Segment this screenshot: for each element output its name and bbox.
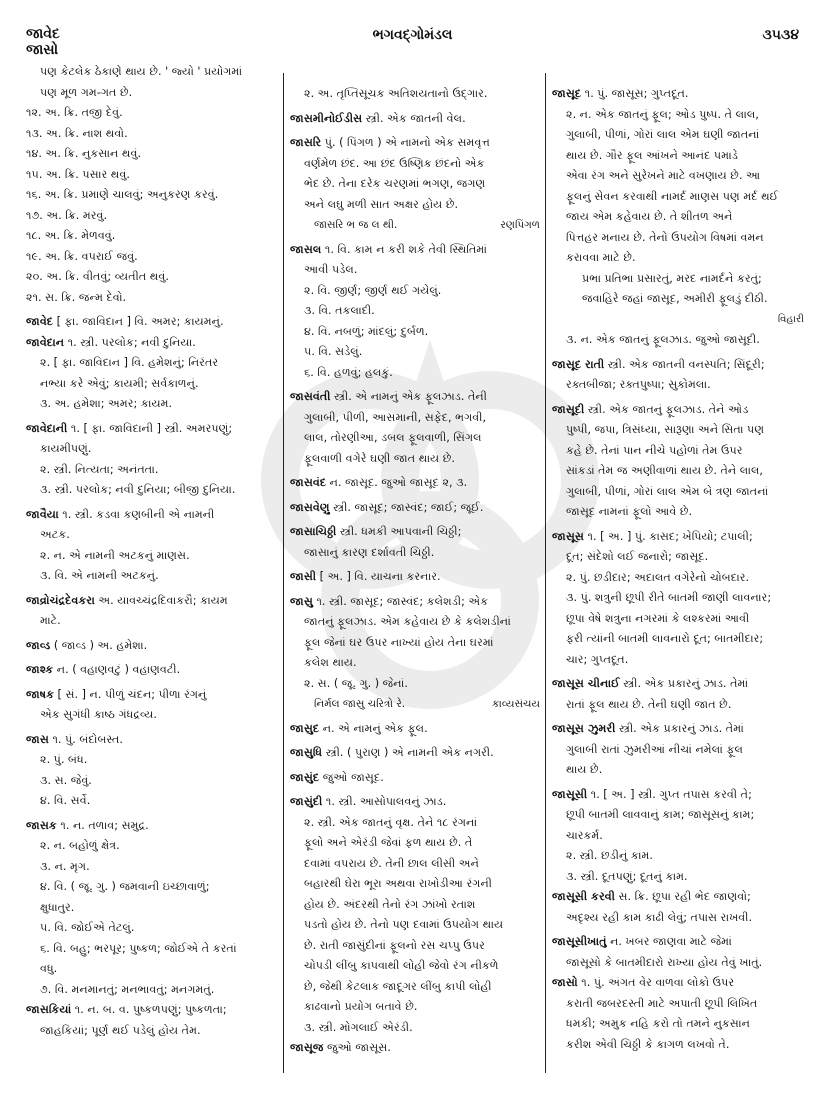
definition-line: રક્તબીજા; રક્તપુષ્પા; સુકોમલા. [566,378,711,391]
guide-word-first: જાવેદ [26,26,60,42]
definition-line: ૨. સ્ત્રી. નિત્યતા; અનંતતા. [40,462,159,476]
definition-line: દૂત; સંદેશો લઈ જનારો; જાસૂદ. [566,550,709,563]
quotation-text: જાસરિ ભ જ લ થી. [314,219,398,231]
definition-line: ૩. વિ. તકલાદી. [304,304,375,317]
headword: જાવેદાની [26,421,68,435]
definition-text: જુઓ જાસૂસ. [323,1041,391,1054]
definition-line: ગુલાબી, પીળી, આસમાની, સફેદ, ભગવી, [304,410,486,424]
definition-line: ભેદ છે. તેના દરેક ચરણમાં ભગણ, જગણ [304,177,486,190]
citation-source: વિહારી [777,313,804,325]
definition-line: થાય છે. [566,763,603,776]
dictionary-entry-line [290,240,540,261]
definition-line: લાલ, તોરણીઆ, ડબલ ફૂલવાળી, સિંગલ [304,431,482,444]
dictionary-entry-line [26,730,276,751]
dictionary-entry-line [552,785,804,806]
definition-line: ૨. ન. બહોળું ક્ષેત્ર. [40,839,120,852]
definition-line: પિત્તહર મનાય છે. તેનો ઉપયોગ વિષમાં વમન [566,230,764,244]
dictionary-entry-line [26,1000,276,1021]
definition-line: ફૂલનું સેવન કરવાથી નામર્દ માણસ પણ મર્દ થઈ [566,189,779,203]
definition-text: સ્ત્રી. ( પુરાણ ) એ નામની એક નગરી. [322,746,494,759]
guide-word-last: જાસો [26,42,59,58]
headword: જાસુદ [290,721,320,735]
page-header [0,0,825,58]
quotation-line [290,215,540,236]
definition-line: અને લઘુ મળી સાત અક્ષર હોય છે. [304,197,459,211]
definition-line: ૨. વિ. જીર્ણ; જીર્ણ થઈ ગયેલું. [304,283,442,297]
definition-line: ફરી ત્યાંની બાતમી લાવનારો દૂત; બાતમીદાર; [566,632,764,645]
definition-text: [ અ. ] વિ. યાચના કરનાર. [316,570,441,583]
headword: જાસૂસીખાતું [552,935,607,948]
definition-line: પણ મૂળ ગમ-ગત છે. [40,85,133,99]
definition-line: ૪. વિ. નબળું; માંદલું; દુર્બળ. [304,324,429,338]
dictionary-entry-line [26,505,276,526]
definition-line: માટે. [40,614,61,627]
headword: જાસૂજ [290,1041,324,1054]
headword: જાસાચિઠ્ઠી [290,525,337,538]
dictionary-entry-line [552,400,804,421]
headword: જાસલ [290,242,322,256]
dictionary-entry-line [552,84,804,105]
column-middle [290,84,540,1059]
definition-line: ફૂલ જેનાં ઘર ઉપર નાખ્યાં હોય તેના ઘરમાં [304,635,494,649]
definition-line: ૩. પું. શત્રુની છૂપી રીતે બાતમી જાણી લાવનાર; [566,591,772,604]
definition-text: સ્ત્રી. એક જાતનું ફૂલઝાડ. તેને ઓડ [584,402,749,416]
definition-line: એક સુગંધી કાષ્ઠ ગંધદ્રવ્ય. [40,708,157,721]
definition-text: ( જાવ્ડ ) અ. હમેશા. [50,638,148,652]
definition-text: ન. એ નામનું એક ફૂલ. [319,721,428,735]
headword: જાશ્ક [26,663,54,676]
definition-text: ૧. પું. બંદોબસ્ત. [48,732,123,746]
definition-text: ન. ( વહાણવટું ) વહાણવટી. [53,663,181,676]
definition-line: ૨. પું. છડીદાર; અદાલત વગેરેનો ચોબદાર. [566,570,750,584]
definition-text: ન. ખબર જાણવા માટે જેમાં [606,935,732,948]
definition-text: સ્ત્રી. એક પ્રકારનું ઝાડ. તેમાં [615,722,744,735]
definition-line: ગુલાબી, પીળાં, ગોરાં લાલ એમ બે ત્રણ જાતનાં [566,484,769,498]
dictionary-entry-line [290,522,540,543]
definition-line: ૩. વિ. એ નામની અટકનું. [40,569,159,582]
definition-text: ૧. પું. અંગત વેર વાળવા લોકો ઉપર [577,976,735,989]
definition-line: ધમકી; અમુક નહિ કરો તો તમને નુકસાન [566,1017,750,1030]
headword: જાવેદાન [26,335,65,349]
definition-line: રાતાં ફૂલ થાય છે. તેની ઘણી જાત છે. [566,697,732,711]
dictionary-entry-line [26,591,276,612]
definition-text: [ સં. ] ન. પીળું ચંદન; પીળા રંગનું [53,687,207,701]
dictionary-title: ભગવદ્ગોમંડલ [372,27,453,43]
definition-line: ચાર; ગુપ્તદૂત. [566,652,629,666]
quotation-text: નિર્મલ જાસુ ચરિત્રો રે. [314,698,406,710]
definition-text: અ. યાવચ્ચંદ્રદિવાકરૌ; કાયમ [94,593,228,607]
dictionary-entry-line [290,743,540,764]
definition-line: કરાવવા માટે છે. [566,251,636,264]
definition-line: જાહકિયાં; પૂર્ણ થઈ પડેલું હોય તેમ. [40,1023,201,1037]
dictionary-entry-line [552,674,804,695]
definition-line: ચોપડી લીંબુ કાપવાથી લોહી જેવો રંગ નીકળે [304,959,499,972]
definition-line: ૨૦. અ. ક્રિ. વીતવું; વ્યતીત થવું. [26,270,169,283]
column-divider-left [283,73,284,1073]
definition-line: જાય એમ કહેવાય છે. તે શીતળ અને [566,210,733,223]
definition-line: ૧૯. અ. ક્રિ. વપરાઈ જવું. [26,249,138,263]
definition-line: ૬. વિ. બહુ; ભરપૂર; પુષ્કળ; જોઈએ તે કરતાં [40,941,237,955]
page-number: ૩૫૩૪ [762,27,799,43]
headword: જાસુંદ [290,770,320,784]
headword: જાવેદ [26,315,54,328]
dictionary-entry-line [290,792,540,813]
headword: જાવૈયા [26,507,59,521]
definition-line: ૭. વિ. મનમાનતું; મનભાવતું; મનગમતું. [40,982,215,996]
definition-line: ૧૬. અ. ક્રિ. પ્રમાણે ચાલવું; અનુકરણ કરવું. [26,188,219,201]
definition-line: પણ કેટલેક ઠેકાણે થાય છે. ' જ્યો ' પ્રયોગમાં [40,65,243,78]
definition-text: સ્ત્રી. એ નામનું એક ફૂલઝાડ. તેની [330,390,487,403]
definition-line: જવાહિરે જહાં જાસૂદ, અમીરી ફૂલડું દીઠી. [582,292,768,305]
dictionary-entry-line [290,387,540,408]
dictionary-entry-line [290,1038,540,1059]
headword: જાસવેણુ [290,500,330,514]
definition-line: અદૃશ્ય રહી કામ કાઢી લેવું; તપાસ રાખવી. [566,910,753,924]
definition-line: છૂપી બાતમી લાવવાનું કામ; જાસૂસનું કામ; [566,808,755,821]
dictionary-entry-line [26,685,276,706]
dictionary-entry-line [290,768,540,789]
headword: જાસો [552,976,578,989]
definition-line: ૨. ન. એક જાતનું ફૂલ; ઓડ પુષ્પ. તે લાલ, [566,107,759,121]
quotation-source: કાવ્યસંચય [491,698,540,710]
headword: જાસૂસી [552,787,588,801]
definition-line: પુષ્પી, જપા, ત્રિસંધ્યા, સારૂણા અને સિતા પણ [566,423,765,436]
definition-line: છૂપા વેષે શત્રુના નગરમાં કે લશ્કરમાં આવી [566,611,750,625]
headword: જાસૂસ ચીનાઈ [552,677,620,690]
definition-text: ૧. સ્ત્રી. આસોપાલવનું ઝાડ. [322,795,447,808]
headword: જાસકિયાં [26,1003,72,1016]
headword: જાસુધિ [290,746,323,759]
definition-line: ક્ષુધાતુર. [40,900,75,914]
definition-line: પ્રભા પ્રતિભા પ્રસારતું, મરદ નામર્દને કરતું; [582,271,762,285]
definition-line: ફૂલવાળી વગેરે ઘણી જાત થાય છે. [304,451,455,465]
definition-line: નભ્યા કરે એવું; કાયમી; સર્વકાળનું. [40,376,199,390]
definition-line: ૧૩. અ. ક્રિ. નાશ થવો. [26,126,128,140]
definition-line: ૨. [ ફા. જાવિદાન ] વિ. હમેશનું; નિરંતર [40,356,219,369]
definition-line: એવા રંગ અને સુરેખને માટે વખણાય છે. આ [566,169,761,182]
headword: જાસૂદી [552,402,585,416]
headword: જાવ્રોચંદ્રદેવકરા [26,593,95,607]
definition-line: ગુલાબી રાતાં ઝુમરીઆં નીચાં નમેલાં ફૂલ [566,742,743,756]
definition-line: થાય છે. ગૌર ફૂલ આંખને આનંદ પમાડે [566,148,738,162]
definition-line: ૧૫. અ. ક્રિ. પસાર થવું. [26,167,130,181]
definition-line: કરાતી જબરદસ્તી માટે અપાતી છૂપી લિખિત [566,996,758,1010]
definition-text: ન. જાસૂદ. જુઓ જાસૂદ ૨, ૩. [326,476,468,489]
dictionary-entry-line [26,333,276,354]
definition-line: ૩. ન. મૃગ. [40,859,90,873]
dictionary-entry-line [26,312,276,333]
dictionary-entry-line [552,719,804,740]
definition-line: કાઢવાનો પ્રયોગ બતાવે છે. [304,1000,418,1013]
headword: જાસૂદ [552,87,582,100]
definition-text: સ્ત્રી. ધમકી આપવાની ચિઠ્ઠી; [336,525,462,538]
definition-line: હોય છે. અંદરથી તેનો રંગ ઝાંખો રતાશ [304,897,476,911]
definition-line: ૨. પું. બંધ. [40,753,88,766]
definition-line: ૩. અ. હમેશા; અમર; કાયમ. [40,397,173,410]
definition-text: ૧. પું. જાસૂસ; ગુપ્તદૂત. [581,87,689,100]
definition-line: ૪. વિ. સર્વે. [40,794,91,807]
definition-line: ૧૪. અ. ક્રિ. નુકસાન થવું. [26,147,142,160]
definition-line: પડતો હોય છે. તેનો પણ દવામાં ઉપયોગ થાય [304,918,504,931]
definition-line: ૨. અ. તૃપ્તિસૂચક અતિશયતાનો ઉદ્ગાર. [304,87,488,100]
headword: જાસુંદી [290,795,323,808]
definition-line: ૩. સ. જેવું. [40,773,92,787]
quotation-source: રણપિંગળ [500,219,540,231]
definition-line: છે. રાતી જાસુંદીનાં ફૂલનો રસ ચપ્પુ ઉપર [304,938,485,952]
definition-line: જાતનું ફૂલઝાડ. એમ કહેવાય છે કે કલેશડીનાં [304,615,511,628]
headword: જાસમીનોઈડીસ [290,111,363,125]
definition-line: કહે છે. તેનાં પાન નીચે પહોળાં તેમ ઉપર [566,443,743,457]
headword: જાસૂસ [552,529,584,543]
column-divider-right [545,73,546,1073]
definition-line: બહારથી ઘેરા ભૂરા અથવા રાખોડીઆ રંગની [304,877,492,890]
definition-line: સાંકડાં તેમ જ અણીવાળાં થાય છે. તેને લાલ, [566,464,763,477]
dictionary-entry-line [290,592,540,613]
dictionary-entry-line [26,660,276,681]
definition-line: ૩. સ્ત્રી. મોગલાઈ એરંડી. [304,1020,413,1034]
definition-line: કરીશ એવી ચિઠ્ઠી કે કાગળ લખવો તે. [566,1037,730,1051]
definition-text: જુઓ જાસૂદ. [319,770,384,784]
definition-line: ૫. વિ. સડેલું. [304,345,363,358]
definition-text: પું. ( પિંગળ ) એ નામનો એક સમવૃત્ત [321,136,490,149]
definition-line: ૨૧. સ. ક્રિ. જન્મ દેવો. [26,290,127,304]
dictionary-entry-line [552,973,804,994]
definition-text: ૧. ન. બ. વ. પુષ્કળપણું; પુષ્કળતા; [71,1003,227,1016]
headword: જાસૂદ રાતી [552,357,605,371]
definition-line: ૩. સ્ત્રી. પરલોક; નવી દુનિયા; બીજી દુનિયા. [40,483,236,496]
dictionary-entry-line [552,887,804,908]
definition-line: અટક. [40,528,70,541]
definition-line: ૨. સ્ત્રી. એક જાતનું વૃક્ષ. તેને ૧૮ રંગનાં [304,815,478,829]
definition-line: ૧૭. અ. ક્રિ. મરવું. [26,208,108,222]
definition-line: ૬. વિ. હળવું; હલકું. [304,365,393,379]
definition-line: છે, જેથી કેટલાક જાદૂગર લીંબુ કાપી લોહી [304,979,492,993]
definition-line: કલેશ થાય. [304,656,357,669]
quotation-line [290,694,540,715]
headword: જાસૂસી કરવી [552,890,615,903]
definition-line: ૪. વિ. ( જૂ. ગુ. ) જમવાની ઇચ્છાવાળું; [40,880,210,893]
definition-line: કાયમીપણું. [40,442,92,455]
definition-line: વર્ણમેળ છંદ. આ છંદ ઉષ્ણિક છંદનો એક [304,156,485,170]
column-right [552,84,804,1055]
definition-text: સ્ત્રી. જાસૂદ; જાસ્વંદ; જાઈ; જૂઈ. [329,500,484,514]
headword: જાવ્ડ [26,638,51,652]
definition-text: સ. ક્રિ. છૂપા રહી ભેદ જાણવો; [614,890,751,903]
definition-line: ફૂલો અને એરંડી જેવાં ફળ થાય છે. તે [304,836,473,849]
definition-text: ૧. સ્ત્રી. કડવા કણબીની એ નામની [58,507,215,521]
definition-line: ૨. સ્ત્રી. છડીનું કામ. [566,849,653,862]
headword: જાસ [26,732,49,746]
headword: જાષક [26,687,54,701]
headword: જાસરિ [290,136,322,149]
dictionary-entry-line [290,473,540,494]
definition-text: સ્ત્રી. એક જાતની વનસ્પતિ; સિંદૂરી; [604,357,765,371]
definition-text: ૧. સ્ત્રી. જાસૂદ; જાસ્વંદ; કલેશડી; એક [312,594,489,608]
definition-line: જાસાનું કારણ દર્શાવતી ચિઠ્ઠી. [304,545,435,559]
definition-line: ૧૨. અ. ક્રિ. તજી દેવું. [26,106,123,119]
definition-line: ૧૮. અ. ક્રિ. મેળવવું. [26,229,116,242]
definition-line: ૨. સ. ( જૂ. ગુ. ) જેનાં. [304,676,408,690]
dictionary-entry-line [26,636,276,657]
definition-line: ૨. ન. એ નામની અટકનું માણસ. [40,548,190,562]
headword: જાસી [290,570,317,583]
dictionary-entry-line [26,816,276,837]
definition-line: જાસૂદ નામનાં ફૂલો આવે છે. [566,505,693,518]
headword: જાસવંતી [290,390,331,403]
definition-line: ગુલાબી, પીળાં, ગોરાં લાલ એમ ઘણી જાતનાં [566,128,760,141]
dictionary-entry-line [26,419,276,440]
dictionary-entry-line [552,932,804,953]
headword: જાસુ [290,594,313,608]
definition-line: ૩. ન. એક જાતનું ફૂલઝાડ. જુઓ જાસૂદી. [566,333,760,346]
dictionary-entry-line [290,133,540,154]
definition-line: ચારકર્મ. [566,828,603,842]
definition-line: વધુ. [40,962,58,975]
dictionary-entry-line [290,567,540,588]
definition-line: ૫. વિ. જોઈએ તેટલું. [40,921,135,934]
definition-text: ૧. ન. તળાવ; સમુદ્ર. [56,818,149,832]
definition-text: ૧. સ્ત્રી. પરલોક; નવી દુનિયા. [64,335,196,349]
definition-text: ૧. વિ. કામ ન કરી શકે તેવી સ્થિતિમાં [321,242,487,256]
headword: જાસૂસ ઝુમરી [552,722,616,735]
definition-text: સ્ત્રી. એક પ્રકારનું ઝાડ. તેમાં [619,677,749,690]
dictionary-entry-line [552,527,804,548]
headword: જાસવંદ [290,476,327,489]
dictionary-entry-line [290,109,540,130]
definition-text: ૧. [ અ. ] સ્ત્રી. ગુપ્ત તપાસ કરવી તે; [587,787,752,801]
definition-text: ૧. [ ફા. જાવિદાની ] સ્ત્રી. અમરપણું; [67,421,233,435]
definition-line: જાસૂસો કે બાતમીદારો રાખ્યા હોય તેવું ખાતું. [566,955,763,969]
definition-text: સ્ત્રી. એક જાતની વેલ. [362,111,466,125]
definition-text: ૧. [ અ. ] પું. કાસદ; ખેપિયો; ટપાલી; [583,529,753,543]
dictionary-entry-line [552,355,804,376]
definition-line: ૩. સ્ત્રી. દૂતપણું; દૂતનું કામ. [566,869,688,883]
definition-line: દવામાં વપરાય છે. તેની છાલ લીસી અને [304,856,479,870]
definition-line: આવી પડેલ. [304,263,358,276]
column-left [26,62,276,1041]
dictionary-entry-line [290,498,540,519]
dictionary-entry-line [290,719,540,740]
headword: જાસક [26,818,57,832]
definition-text: [ ફા. જાવિદાન ] વિ. અમર; કાયમનું. [53,315,224,328]
